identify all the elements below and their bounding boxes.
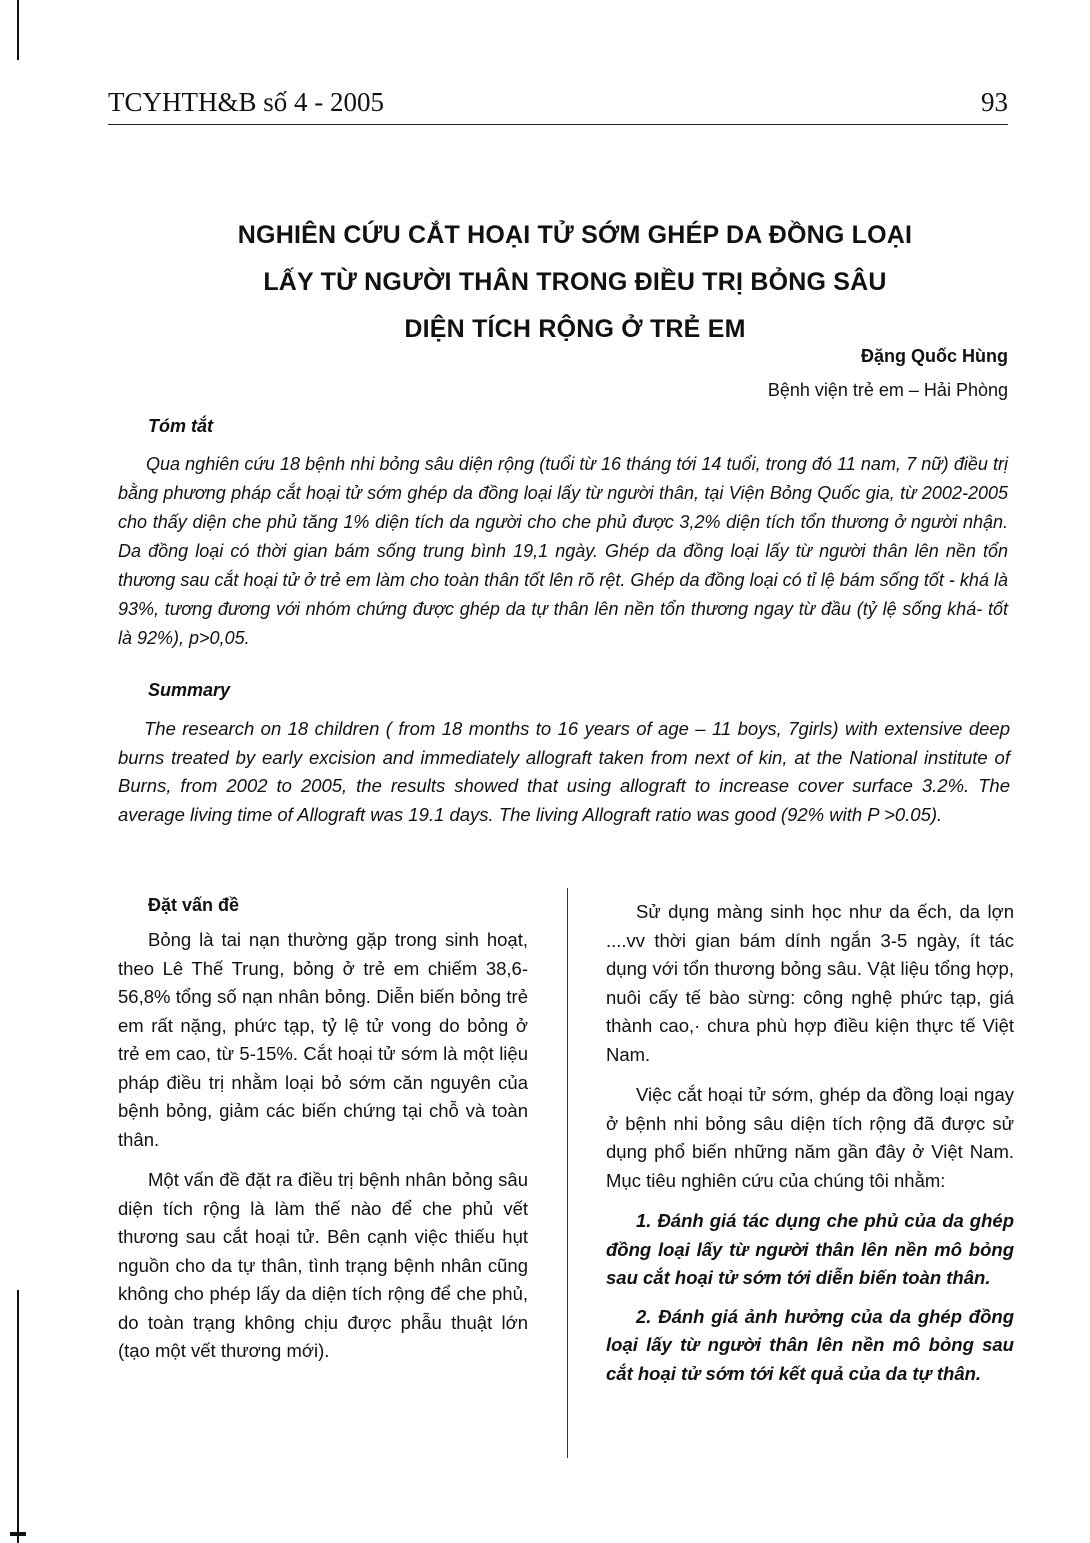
objective-item: 2. Đánh giá ảnh hưởng của da ghép đồng loại lấy từ người thân lên nền mô bỏng sau cắt hoại tử sớm tới kết quả của da tự thân. bbox=[606, 1305, 1014, 1384]
title-line: NGHIÊN CỨU CẮT HOẠI TỬ SỚM GHÉP DA ĐỒNG LOẠI bbox=[237, 221, 913, 249]
title-line: LẤY TỪ NGƯỜI THÂN TRONG ĐIỀU TRỊ BỎNG SÂU bbox=[263, 268, 887, 296]
summary-text: The research on 18 children ( from 18 months to 16 years of age – 11 boys, 7girls) with extensive deep burns treated by early excision and immediately allograft taken from next of kin, at the National institute of Burns, from 2002 to 2005, the results showed that using allograft to increase cover surface 3.2%. The average living time of Allograft was 19.1 days. The living Allograft ratio was good (92% with P >0.05). bbox=[118, 718, 1010, 825]
left-column bbox=[118, 895, 528, 1378]
journal-name: TCYHTH&B số 4 - 2005 bbox=[108, 87, 384, 117]
article-title bbox=[140, 212, 1010, 353]
summary-heading: Summary bbox=[148, 680, 231, 700]
right-column bbox=[606, 898, 1014, 1398]
author-affiliation: Bệnh viện trẻ em – Hải Phòng bbox=[767, 380, 1008, 400]
binding-margin-line-bottom bbox=[17, 1290, 19, 1543]
column-divider bbox=[567, 888, 568, 1458]
body-paragraph: Việc cắt hoại tử sớm, ghép da đồng loại ngay ở bệnh nhi bỏng sâu diện tích rộng đã được sử dụng phổ biến những năm gần đây ở Việt Nam. Mục tiêu nghiên cứu của chúng tôi nhằm: bbox=[606, 1084, 1014, 1191]
binding-margin-line-top bbox=[17, 0, 19, 60]
body-paragraph: Một vấn đề đặt ra điều trị bệnh nhân bỏng sâu diện tích rộng là làm thế nào để che phủ vết thương sau cắt hoại tử. Bên cạnh việc thiếu hụt nguồn cho da tự thân, tình trạng bệnh nhân cũng không cho phép lấy da diện tích rộng để che phủ, do toàn trạng không chịu được phẫu thuật lớn (tạo một vết thương mới). bbox=[118, 1169, 528, 1361]
title-line: DIỆN TÍCH RỘNG Ở TRẺ EM bbox=[404, 315, 746, 343]
header-rule bbox=[108, 124, 1008, 125]
abstract-text: Qua nghiên cứu 18 bệnh nhi bỏng sâu diện rộng (tuổi từ 16 tháng tới 14 tuổi, trong đó 11 nam, 7 nữ) điều trị bằng phương pháp cắt hoại tử sớm ghép da đồng loại lấy từ người thân, tại Viện Bỏng Quốc gia, từ 2002-2005 cho thấy diện che phủ tăng 1% diện tích da người cho che phủ được 3,2% diện tích tổn thương ở người nhận. Da đồng loại có thời gian bám sống trung bình 19,1 ngày. Ghép da đồng loại lấy từ người thân lên nền tổn thương sau cắt hoại tử ở trẻ em làm cho toàn thân tốt lên rõ rệt. Ghép da đồng loại có tỉ lệ bám sống tốt - khá là 93%, tương đương với nhóm chứng được ghép da tự thân lên nền tổn thương ngay từ đầu (tỷ lệ sống khá- tốt là 92%), p>0,05. bbox=[118, 454, 1008, 648]
abstract-heading: Tóm tắt bbox=[148, 416, 213, 436]
binding-margin-foot bbox=[10, 1532, 26, 1536]
objective-item: 1. Đánh giá tác dụng che phủ của da ghép đồng loại lấy từ người thân lên nền mô bỏng sau cắt hoại tử sớm tới diễn biến toàn thân. bbox=[606, 1210, 1014, 1288]
page-number: 93 bbox=[981, 87, 1008, 117]
body-paragraph: Sử dụng màng sinh học như da ếch, da lợn ....vv thời gian bám dính ngắn 3-5 ngày, ít tác dụng với tổn thương bỏng sâu. Vật liệu tổng hợp, nuôi cấy tế bào sừng: công nghệ phức tạp, giá thành cao,· chưa phù hợp điều kiện thực tế Việt Nam. bbox=[606, 901, 1014, 1065]
section-heading: Đặt vấn đề bbox=[148, 895, 240, 915]
author-name: Đặng Quốc Hùng bbox=[861, 346, 1008, 366]
body-paragraph: Bỏng là tai nạn thường gặp trong sinh hoạt, theo Lê Thế Trung, bỏng ở trẻ em chiếm 38,6-56,8% tổng số nạn nhân bỏng. Diễn biến bỏng trẻ em rất nặng, phức tạp, tỷ lệ tử vong do bỏng ở trẻ em cao, từ 5-15%. Cắt hoại tử sớm là một liệu pháp điều trị nhằm loại bỏ sớm căn nguyên của bệnh bỏng, giảm các biến chứng tại chỗ và toàn thân. bbox=[118, 929, 528, 1150]
